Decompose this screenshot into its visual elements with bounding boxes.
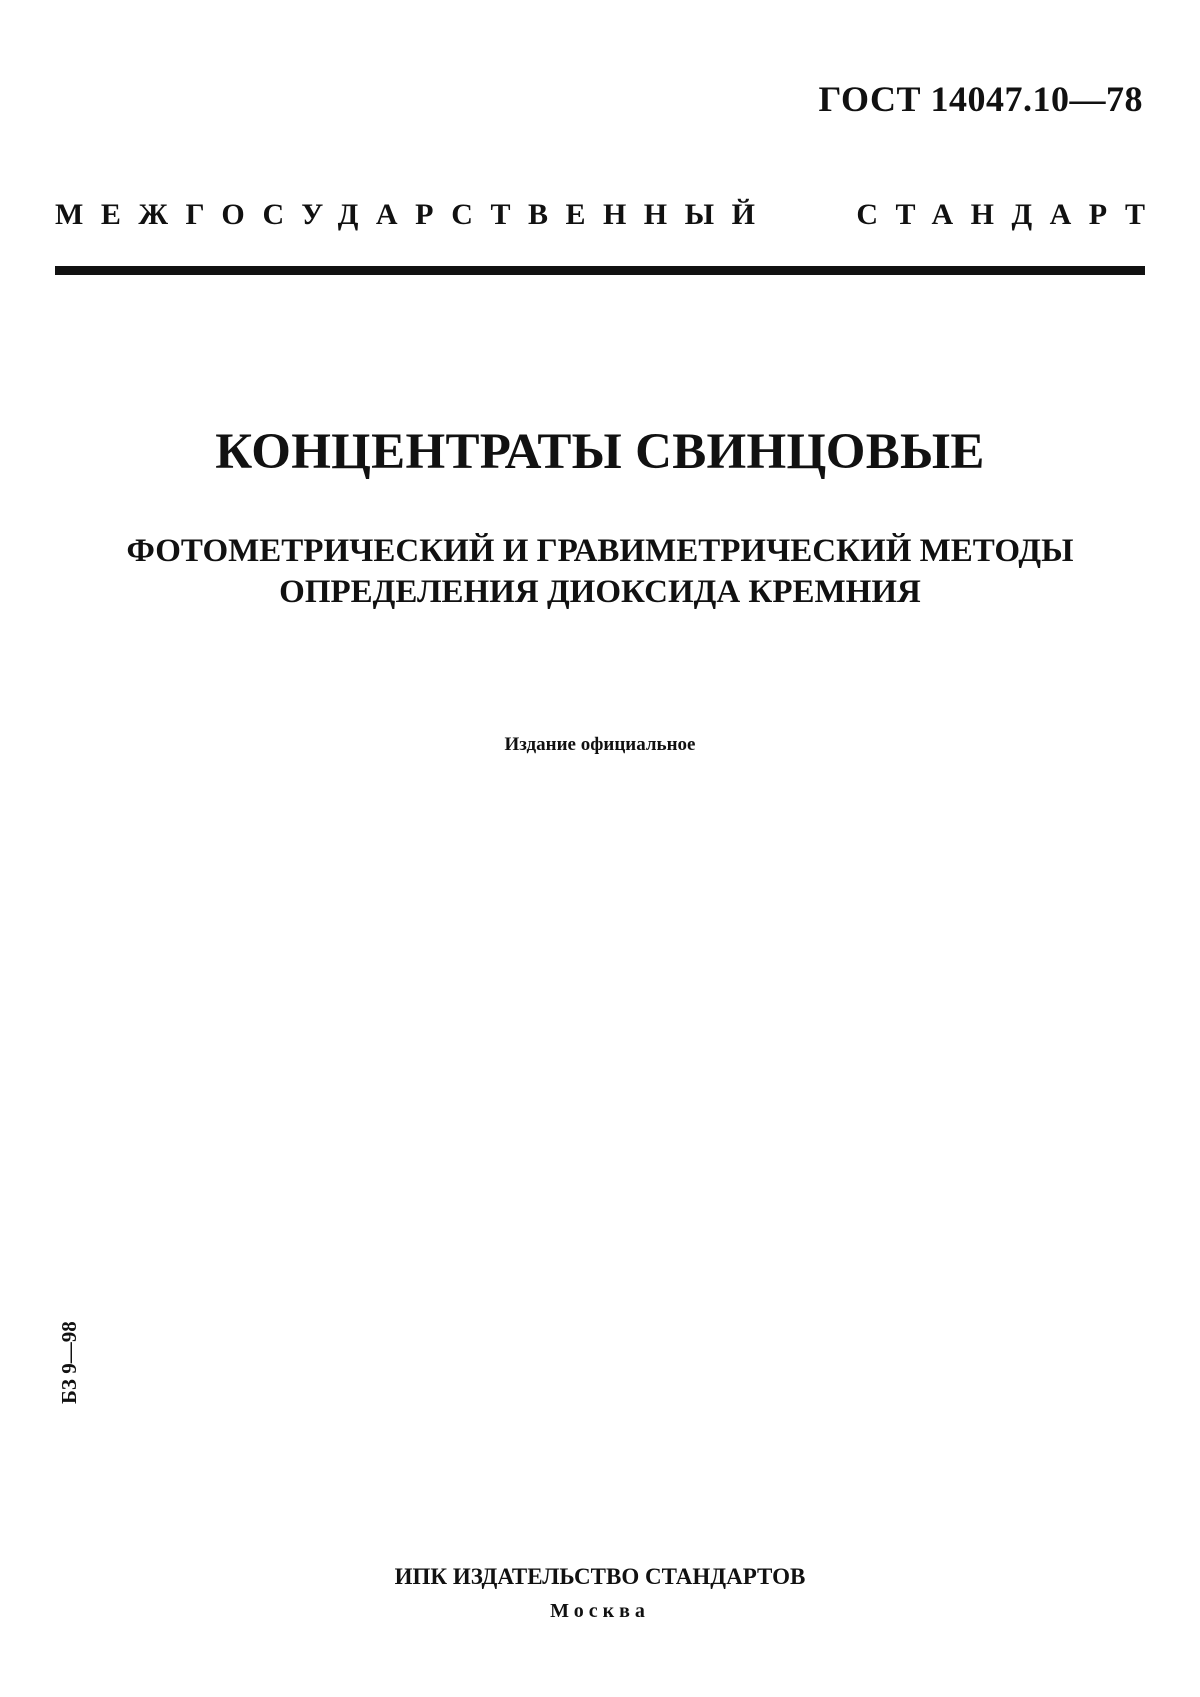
- edition-note: Издание официальное: [504, 734, 696, 755]
- standard-type-word-1: МЕЖГОСУДАРСТВЕННЫЙ: [55, 198, 773, 231]
- publisher-name: ИПК ИЗДАТЕЛЬСТВО СТАНДАРТОВ: [394, 1564, 806, 1589]
- standard-type-heading: [55, 198, 1163, 232]
- subtitle: [0, 531, 1200, 613]
- header-rule: [55, 266, 1145, 275]
- publisher-city: Москва: [550, 1600, 650, 1622]
- document-number: ГОСТ 14047.10—78: [818, 79, 1143, 119]
- main-title: КОНЦЕНТРАТЫ СВИНЦОВЫЕ: [215, 424, 985, 480]
- side-catalog-code: БЗ 9—98: [57, 1321, 81, 1404]
- subtitle-line-2: ОПРЕДЕЛЕНИЯ ДИОКСИДА КРЕМНИЯ: [279, 574, 921, 610]
- standard-type-word-2: СТАНДАРТ: [856, 198, 1163, 231]
- subtitle-line-1: ФОТОМЕТРИЧЕСКИЙ И ГРАВИМЕТРИЧЕСКИЙ МЕТОДЫ: [126, 533, 1074, 569]
